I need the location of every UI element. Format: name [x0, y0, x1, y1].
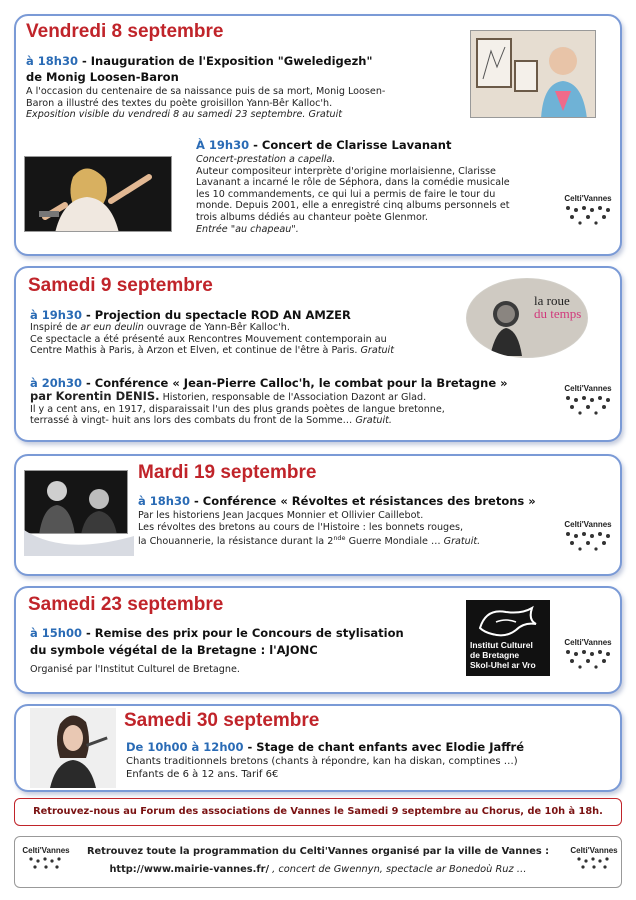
- event-heading: à 19h30 - Projection du spectacle ROD AN AMZER: [30, 308, 351, 322]
- celtivannes-logo: Celti'Vannes: [18, 846, 74, 874]
- woman-portrait-image: [471, 31, 596, 118]
- dragon-icon: [466, 604, 550, 640]
- celtivannes-logo: Celti'Vannes: [560, 520, 616, 552]
- mairie-vannes-link[interactable]: http://www.mairie-vannes.fr/: [109, 864, 270, 875]
- event-description: Concert-prestation a capella. Auteur compositeur interprète d'origine morlaisienne, Clarisse Lavanant a incarné le rôle de Séphora, dans la comédie musicale les 10 commandements, ce qui lui a permis de faire le tour du monde. Depuis 2001, elle a enregistré cinq albums personnels et trois albums dédiés au chanteur poète Glenmor. Entrée "au chapeau".: [196, 154, 510, 235]
- logo-mark-icon: [574, 856, 614, 874]
- event-heading: à 20h30 - Conférence « Jean-Pierre Calloc'h, le combat pour la Bretagne »: [30, 376, 508, 390]
- poster-title: la roue du temps: [534, 293, 582, 321]
- day-title: Samedi 9 septembre: [28, 275, 213, 296]
- event-description: A l'occasion du centenaire de sa naissance puis de sa mort, Monig Loosen- Baron a illustré des textes du poète groisillon Yann-Bêr Kalloc'h. Exposition visible du vendredi 8 au samedi 23 septembre. Gratuit: [26, 86, 386, 121]
- event-description: Par les historiens Jean Jacques Monnier et Ollivier Caillebot. Les révoltes des bretons au cours de l'Histoire : les bonnets rouges, la Chouannerie, la résistance durant la 2nde Guerre Mondiale … Gratuit.: [138, 510, 481, 548]
- event-description: par Korentin DENIS. Historien, responsable de l'Association Dazont ar Glad. Il y a cent ans, en 1917, disparaissait l'un des plus grands poètes de langue bretonne, terrassé à vingt- huit ans lors des combats du front de la Somme… Gratuit.: [30, 389, 445, 427]
- event-description: Chants traditionnels bretons (chants à répondre, kan ha diskan, comptines …) Enfants de 6 à 12 ans. Tarif 6€: [126, 756, 518, 780]
- celtivannes-logo: Celti'Vannes: [560, 638, 616, 670]
- day-title: Mardi 19 septembre: [138, 462, 317, 483]
- concert-photo: [24, 156, 172, 232]
- photo-decoration: [24, 530, 134, 556]
- celtivannes-logo: Celti'Vannes: [566, 846, 622, 874]
- event-heading: De 10h00 à 12h00 - Stage de chant enfants avec Elodie Jaffré: [126, 740, 525, 754]
- singer-photo: [30, 708, 116, 788]
- logo-mark-icon: [26, 856, 66, 874]
- event-heading-line2: de Monig Loosen-Baron: [26, 70, 179, 84]
- logo-mark-icon: [562, 648, 614, 670]
- day-title: Samedi 30 septembre: [124, 710, 320, 731]
- historians-photo: [24, 470, 128, 534]
- logo-mark-icon: [562, 530, 614, 552]
- singer-image: [25, 157, 172, 232]
- historians-image: [25, 471, 128, 534]
- event-heading: à 15h00 - Remise des prix pour le Concours de stylisation: [30, 626, 404, 640]
- event-heading-line2: du symbole végétal de la Bretagne : l'AJONC: [30, 643, 318, 657]
- footer-text-line2: http://www.mairie-vannes.fr/ , concert de Gwennyn, spectacle ar Bonedoù Ruz …: [109, 864, 527, 875]
- celtivannes-logo: Celti'Vannes: [560, 384, 616, 416]
- footer-box: [14, 836, 622, 888]
- forum-text: Retrouvez-nous au Forum des associations de Vannes le Samedi 9 septembre au Chorus, de 10h à 18h.: [33, 806, 603, 817]
- logo-mark-icon: [562, 394, 614, 416]
- event-heading: à 18h30 - Inauguration de l'Exposition "Gweledigezh": [26, 54, 373, 68]
- exhibition-photo: [470, 30, 596, 118]
- elodie-jaffre-image: [30, 708, 116, 788]
- day-title: Vendredi 8 septembre: [26, 21, 224, 42]
- footer-text-line1: Retrouvez toute la programmation du Celti'Vannes organisé par la ville de Vannes :: [86, 846, 550, 857]
- event-description: Inspiré de ar eun deulin ouvrage de Yann-Bêr Kalloc'h. Ce spectacle a été présenté aux Rencontres Mouvement contemporain au Centre Mathis à Paris, à Arzon et Elven, et continue de l'être à Paris. Gratuit: [30, 322, 394, 357]
- celtivannes-logo: Celti'Vannes: [560, 194, 616, 226]
- icb-logo: Institut Culturel de Bretagne Skol-Uhel ar Vro: [466, 600, 550, 676]
- event-heading: à 18h30 - Conférence « Révoltes et résistances des bretons »: [138, 494, 536, 508]
- event-heading: À 19h30 - Concert de Clarisse Lavanant: [196, 138, 452, 152]
- day-title: Samedi 23 septembre: [28, 594, 224, 615]
- event-description: Organisé par l'Institut Culturel de Bretagne.: [30, 664, 240, 675]
- logo-mark-icon: [562, 204, 614, 226]
